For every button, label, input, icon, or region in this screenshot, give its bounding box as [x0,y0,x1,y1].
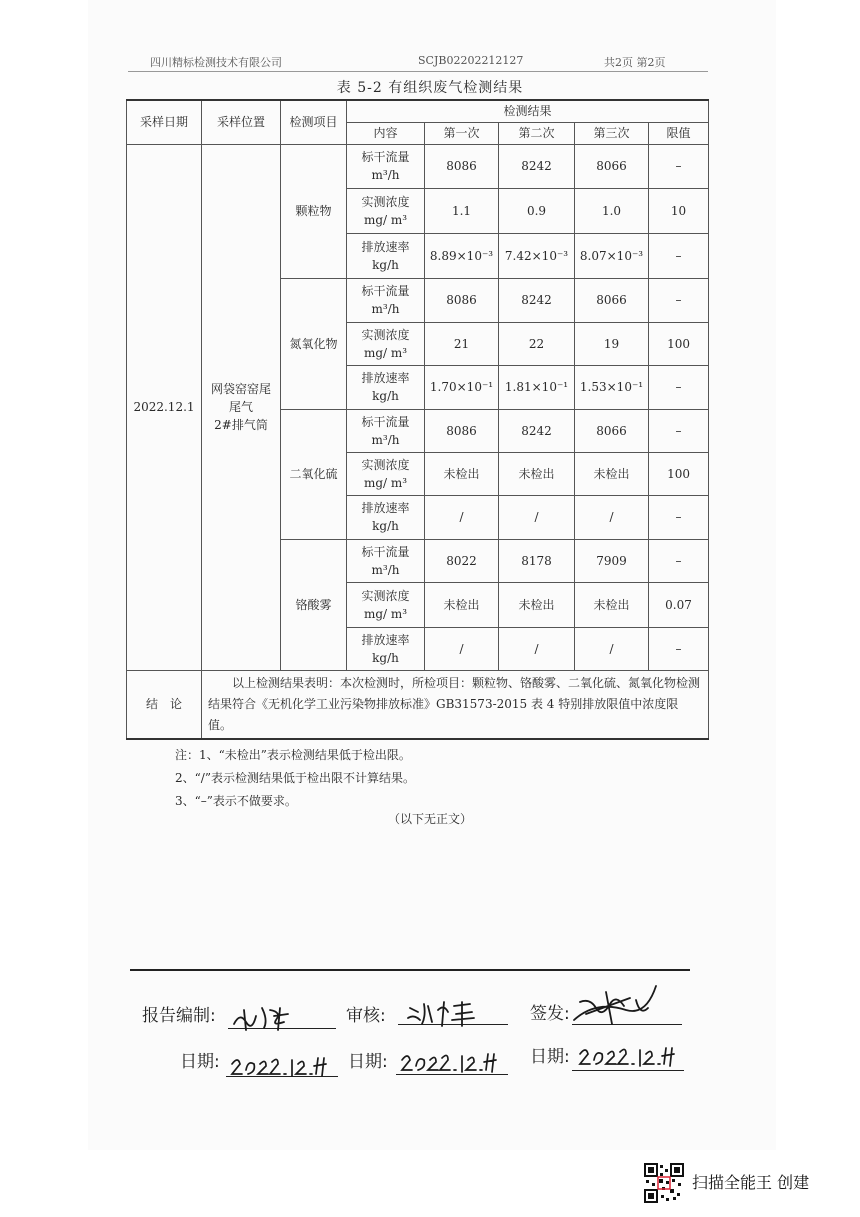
col-location-header: 采样位置 [202,100,281,144]
limit-cell: – [649,627,709,670]
value-cell: 8242 [499,144,575,188]
signature-rule [130,969,690,971]
header-row [127,100,709,122]
date-label: 日期: [530,1047,570,1067]
value-cell: 1.81×10⁻¹ [499,365,575,409]
table-title: 表 5-2 有组织废气检测结果 [336,80,524,96]
value-cell: 8.07×10⁻³ [575,233,649,278]
value-cell: 7.42×10⁻³ [499,233,575,278]
note-line: 2、“/”表示检测结果低于检出限不计算结果。 [175,771,415,785]
content-cell: 标干流量 m³/h [347,539,425,582]
value-cell: 8086 [425,409,499,452]
limit-cell: 0.07 [649,582,709,627]
value-cell: 8.89×10⁻³ [425,233,499,278]
value-cell: 未检出 [499,582,575,627]
content-cell: 实测浓度 mg/ m³ [347,188,425,233]
notes [175,744,415,813]
col-second-header: 第二次 [499,122,575,144]
value-cell: 7909 [575,539,649,582]
page-number: 共2页 第2页 [604,56,666,69]
issuer-label: 签发: [530,1004,570,1024]
sample-location [202,144,281,670]
date-label: 日期: [180,1052,220,1072]
limit-cell: 100 [649,452,709,495]
content-cell: 排放速率 kg/h [347,495,425,539]
value-cell: 8022 [425,539,499,582]
value-cell: 22 [499,322,575,365]
value-cell: 未检出 [499,452,575,495]
value-cell: 1.1 [425,188,499,233]
value-cell: 1.70×10⁻¹ [425,365,499,409]
sample-date: 2022.12.1 [127,144,202,670]
content-cell: 标干流量 m³/h [347,278,425,322]
location-line: 尾气 [228,400,253,414]
value-cell: 未检出 [425,582,499,627]
value-cell: / [499,495,575,539]
value-cell: / [499,627,575,670]
item-name: 铬酸雾 [281,539,347,670]
value-cell: 1.53×10⁻¹ [575,365,649,409]
limit-cell: 10 [649,188,709,233]
value-cell: 8066 [575,144,649,188]
report-number: SCJB02202212127 [418,54,524,67]
editor-label: 报告编制: [142,1006,216,1026]
results-table [126,99,709,740]
content-cell: 实测浓度 mg/ m³ [347,452,425,495]
value-cell: 8086 [425,278,499,322]
col-item-header: 检测项目 [281,100,347,144]
value-cell: 0.9 [499,188,575,233]
content-cell: 标干流量 m³/h [347,409,425,452]
col-date-header: 采样日期 [127,100,202,144]
limit-cell: – [649,495,709,539]
editor-date-handwriting [226,1050,338,1080]
conclusion-label: 结 论 [127,670,202,739]
company-name: 四川精标检测技术有限公司 [150,56,282,69]
item-name: 颗粒物 [281,144,347,278]
editor-signature [226,1002,336,1034]
value-cell: 8086 [425,144,499,188]
value-cell: 未检出 [575,452,649,495]
item-name: 氮氧化物 [281,278,347,409]
issuer-signature [566,980,676,1030]
content-cell: 实测浓度 mg/ m³ [347,322,425,365]
location-line: 2#排气筒 [214,418,268,432]
location-line: 网袋窑窑尾 [210,382,271,396]
end-of-text: （以下无正文） [387,812,472,826]
limit-cell: – [649,233,709,278]
value-cell: / [425,495,499,539]
value-cell: 8242 [499,278,575,322]
header-rule [128,71,708,72]
watermark-text: 扫描全能王 创建 [692,1173,810,1192]
value-cell: / [575,627,649,670]
reviewer-label: 审核: [346,1006,386,1026]
limit-cell: – [649,539,709,582]
date-label: 日期: [348,1052,388,1072]
content-cell: 排放速率 kg/h [347,627,425,670]
col-third-header: 第三次 [575,122,649,144]
content-cell: 排放速率 kg/h [347,233,425,278]
value-cell: 21 [425,322,499,365]
value-cell: 1.0 [575,188,649,233]
value-cell: 19 [575,322,649,365]
value-cell: / [575,495,649,539]
col-content-header: 内容 [347,122,425,144]
qr-code-icon [644,1163,684,1203]
col-first-header: 第一次 [425,122,499,144]
reviewer-signature [404,996,504,1030]
value-cell: 8066 [575,278,649,322]
value-cell: 8066 [575,409,649,452]
conclusion-text: 以上检测结果表明：本次检测时，所检项目：颗粒物、铬酸雾、二氧化硫、氮氧化物检测结果符合《无机化学工业污染物排放标准》GB31573-2015 表 4 特别排放限值中浓度限值。 [202,670,709,739]
limit-cell: – [649,144,709,188]
content-cell: 排放速率 kg/h [347,365,425,409]
value-cell: 未检出 [425,452,499,495]
content-cell: 标干流量 m³/h [347,144,425,188]
col-limit-header: 限值 [649,122,709,144]
issuer-date-handwriting [574,1040,686,1070]
value-cell: / [425,627,499,670]
col-results-header: 检测结果 [347,100,709,122]
content-cell: 实测浓度 mg/ m³ [347,582,425,627]
value-cell: 8242 [499,409,575,452]
issuer-date-line [572,1070,684,1071]
table-row [127,144,709,188]
note-line: 3、“–”表示不做要求。 [175,794,297,808]
conclusion-row [127,670,709,739]
limit-cell: 100 [649,322,709,365]
value-cell: 未检出 [575,582,649,627]
limit-cell: – [649,409,709,452]
reviewer-date-handwriting [396,1046,508,1076]
limit-cell: – [649,278,709,322]
value-cell: 8178 [499,539,575,582]
limit-cell: – [649,365,709,409]
item-name: 二氧化硫 [281,409,347,539]
note-line: 注：1、“未检出”表示检测结果低于检出限。 [175,748,411,762]
